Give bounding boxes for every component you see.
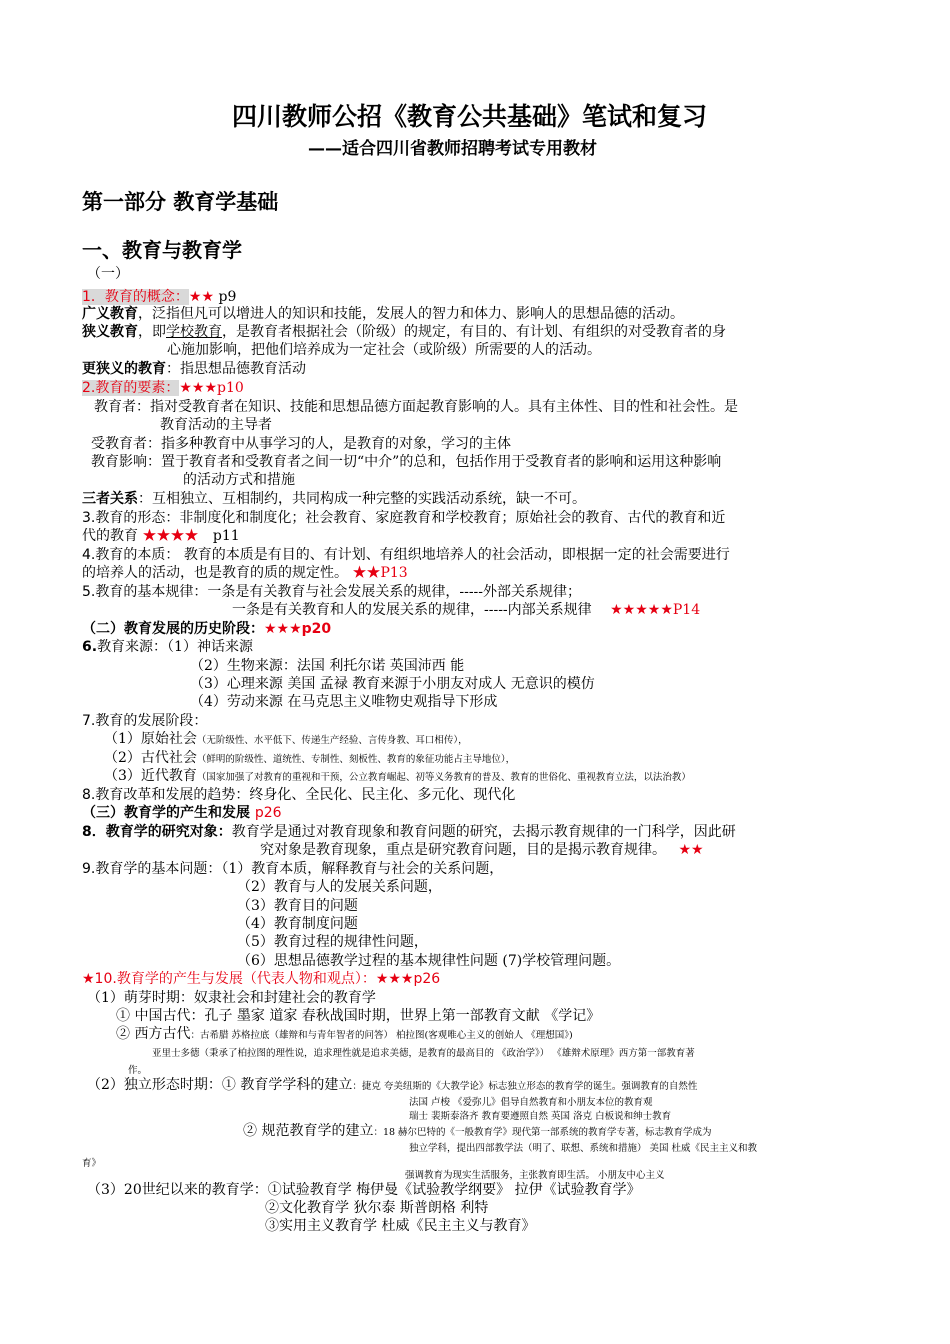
west-line: [116, 1026, 573, 1044]
dev-heading: [82, 971, 440, 988]
west-note2: 亚里士多德（秉承了柏拉图的理性说，追求理性就是追求美德，是教育的最高目的 《政治学》） 《雄辩术原理》西方第一部教育著: [152, 1048, 695, 1059]
essence-line2: [82, 565, 408, 582]
problems-6: （6）思想品德教学过程的基本规律性问题 (7)学校管理问题。: [237, 953, 621, 969]
page-title: 四川教师公招《教育公共基础》笔试和复习: [232, 102, 708, 131]
norm-line: [243, 1123, 712, 1141]
chapter-heading: 一、教育与教育学: [82, 238, 242, 262]
influence-text2: 的活动方式和措施: [183, 472, 295, 488]
norm-note3: 育》: [82, 1158, 102, 1169]
elements-label: 2.教育的要素：: [82, 380, 180, 396]
educator-text2: 教育活动的主导者: [160, 417, 272, 433]
object-label: 8．教育学的研究对象：: [82, 824, 232, 840]
pedagogy-heading-text: （三）教育学的产生和发展: [82, 805, 250, 821]
broad-education: [82, 306, 684, 323]
educator-text1: 指对受教育者在知识、技能和思想品德方面起教育影响的人。具有主体性、目的性和社会性。是: [150, 399, 738, 415]
forms-stars: ★★★★: [142, 528, 199, 544]
norm-note4: 强调教育为现实生活服务，主张教育即生活。 小朋友中心主义: [405, 1170, 665, 1181]
forms-line: [82, 510, 725, 527]
laws-line2: [232, 602, 700, 619]
indep-label: （2）独立形态时期：① 教育学学科的建立: [87, 1077, 353, 1093]
pedagogy-page: p26: [254, 805, 282, 821]
broad-text: ，泛指但凡可以增进人的知识和技能，发展人的智力和体力、影响人的思想品德的活动。: [138, 306, 684, 322]
forms-text2: 代的教育: [82, 528, 138, 544]
educatee-text: 指多种教育中从事学习的人，是教育的对象，学习的主体: [161, 436, 511, 452]
educatee-line: [91, 436, 511, 453]
stage-2-note: （鲜明的阶级性、道统性、专制性、刻板性、教育的象征功能占主导地位），: [196, 754, 516, 765]
object-line: [82, 824, 736, 841]
object-line2: [260, 842, 704, 859]
indep-note1: ：捷克 夸美纽斯的《大教学论》标志独立形态的教育学的诞生。强调教育的自然性: [352, 1081, 698, 1092]
three-text: ：互相独立、互相制约，共同构成一种完整的实践活动系统，缺一不可。: [138, 491, 586, 507]
problems-2: （2）教育与人的发展关系问题，: [237, 879, 442, 895]
object-text1: 教育学是通过对教育现象和教育问题的研究，去揭示教育规律的一门科学，因此研: [231, 824, 736, 840]
origin-line: [82, 639, 253, 656]
history-stars: ★★★p20: [264, 621, 332, 637]
broad-label: 广义教育: [82, 306, 138, 322]
trend-text: ：终身化、全民化、民主化、多元化、现代化: [235, 787, 516, 803]
problems-5: （5）教育过程的规律性问题，: [237, 934, 428, 950]
problems-label: 9.教育学的基本问题: [82, 861, 208, 877]
narrow-education: [82, 324, 726, 341]
essence-stars: ★★P13: [352, 565, 408, 581]
modern-1: （3）20世纪以来的教育学：①试验教育学 梅伊曼《试验教学纲要》 拉伊《试验教育学》: [87, 1182, 641, 1198]
trend-label: 8.教育改革和发展的趋势: [82, 787, 236, 803]
forms-line2: [82, 528, 240, 545]
laws-text2: 一条是有关教育和人的发展关系的规律，-----内部关系规律: [232, 602, 592, 618]
forms-label: 3.教育的形态：: [82, 510, 180, 526]
norm-label: ② 规范教育学的建立: [243, 1123, 374, 1139]
norm-note1: ：18 赫尔巴特的《一般教育学》现代第一部系统的教育学专著，标志教育学成为: [373, 1127, 712, 1138]
stages-label: 7.教育的发展阶段：: [82, 713, 208, 729]
stage-2: [104, 750, 515, 768]
stage-1-label: （1）原始社会: [104, 731, 197, 747]
narrow-link: 学校教育: [166, 324, 222, 340]
problems-3: （3）教育目的问题: [237, 898, 358, 914]
problems-1: ：（1）教育本质，解释教育与社会的关系问题，: [207, 861, 504, 877]
china-line: ① 中国古代：孔子 墨家 道家 春秋战国时期，世界上第一部教育文献 《学记》: [116, 1008, 601, 1024]
trend-line: [82, 787, 515, 804]
forms-text1: 非制度化和制度化；社会教育、家庭教育和学校教育；原始社会的教育、古代的教育和近: [179, 510, 726, 526]
narrow-text1: ，是教育者根据社会（阶级）的规定，有目的、有计划、有组织的对受教育者的身: [222, 324, 726, 340]
essence-text2: 的培养人的活动，也是教育的质的规定性。: [82, 565, 348, 581]
laws-stars: ★★★★★P14: [610, 602, 701, 618]
three-relation: [82, 491, 586, 508]
narrow-label: 狭义教育: [82, 324, 138, 340]
pedagogy-heading: [82, 805, 282, 822]
norm-note2: 独立学科，提出四部教学法（明了、联想、系统和措施） 美国 杜威《民主主义和教: [409, 1143, 758, 1154]
influence-text1: 置于教育者和受教育者之间一切“中介”的总和，包括作用于受教育者的影响和运用这种影响: [161, 454, 722, 470]
concept-heading: [82, 289, 236, 306]
educatee-label: 受教育者：: [91, 436, 161, 452]
narrower-text: ：指思想品德教育活动: [166, 361, 306, 377]
stage-3: [104, 768, 691, 786]
sprout-line: （1）萌芽时期：奴隶社会和封建社会的教育学: [87, 990, 376, 1006]
narrower-label: 更狭义的教育: [82, 361, 166, 377]
stage-1: [104, 731, 468, 749]
origin-2: （2）生物来源：法国 利托尔诺 英国沛西 能: [190, 658, 465, 674]
page-subtitle: ——适合四川省教师招聘考试专用教材: [308, 139, 597, 159]
section-label: （一）: [87, 266, 129, 282]
forms-page: p11: [212, 528, 240, 544]
narrow-text2: 心施加影响，把他们培养成为一定社会（或阶级）所需要的人的活动。: [167, 342, 601, 358]
educator-label: 教育者：: [94, 399, 150, 415]
indep-line: [87, 1077, 697, 1095]
essence-text1: 教育的本质是有目的、有计划、有组织地培养人的社会活动，即根据一定的社会需要进行: [183, 547, 730, 563]
concept-label: 1．教育的概念：: [82, 289, 189, 305]
origin-3: （3）心理来源 美国 孟禄 教育来源于小朋友对成人 无意识的模仿: [190, 676, 595, 692]
problems-line: [82, 861, 503, 878]
elements-stars: ★★★p10: [179, 380, 244, 396]
history-heading-text: （二）教育发展的历史阶段：: [82, 621, 264, 637]
dev-stars: ★★★p26: [375, 971, 441, 987]
part-heading: 第一部分 教育学基础: [82, 189, 279, 214]
laws-label: 5.教育的基本规律：: [82, 584, 208, 600]
origin-4: （4）劳动来源 在马克思主义唯物史观指导下形成: [190, 694, 498, 710]
concept-stars: ★★: [188, 289, 215, 305]
origin-num: 6.: [82, 639, 98, 655]
narrower-education: [82, 361, 306, 378]
object-stars: ★★: [678, 842, 704, 858]
educator-line: [94, 399, 738, 416]
indep-note2: 法国 卢梭 《爱弥儿》倡导自然教育和小朋友本位的教育观: [409, 1097, 653, 1108]
west-label: ② 西方古代: [116, 1026, 191, 1042]
essence-line: [82, 547, 730, 564]
west-note3: 作。: [128, 1065, 148, 1076]
essence-label: 4.教育的本质：: [82, 547, 180, 563]
elements-heading: [82, 380, 244, 397]
influence-label: 教育影响：: [91, 454, 161, 470]
dev-heading-text: ★10.教育学的产生与发展（代表人物和观点）：: [82, 971, 376, 987]
three-label: 三者关系: [82, 491, 138, 507]
stage-1-note: （无阶级性、水平低下、传递生产经验、言传身教、耳口相传），: [196, 735, 468, 746]
concept-page: p9: [218, 289, 237, 305]
laws-line: [82, 584, 581, 601]
object-text2: 究对象是教育现象，重点是研究教育问题，目的是揭示教育规律。: [260, 842, 666, 858]
narrow-pre: ，即: [138, 324, 166, 340]
history-heading: [82, 621, 331, 638]
origin-text: 教育来源：（1）神话来源: [97, 639, 253, 655]
modern-2: ②文化教育学 狄尔泰 斯普朗格 利特: [265, 1200, 489, 1216]
stage-3-note: （国家加强了对教育的重视和干预，公立教育崛起、初等义务教育的普及、教育的世俗化、重视教育立法，以法治教）: [196, 772, 691, 783]
stage-2-label: （2）古代社会: [104, 750, 197, 766]
stage-3-label: （3）近代教育: [104, 768, 197, 784]
modern-3: ③实用主义教育学 杜威《民主主义与教育》: [265, 1218, 536, 1234]
influence-line: [91, 454, 721, 471]
laws-text1: 一条是有关教育与社会发展关系的规律，-----外部关系规律；: [207, 584, 582, 600]
west-note1: ：古希腊 苏格拉底（雄辩和与青年智者的问答） 柏拉图(客观唯心主义的创始人 《理想国》): [190, 1030, 573, 1041]
indep-note3: 瑞士 裴斯泰洛齐 教育要遵照自然 英国 洛克 白板说和绅士教育: [409, 1111, 672, 1122]
problems-4: （4）教育制度问题: [237, 916, 358, 932]
